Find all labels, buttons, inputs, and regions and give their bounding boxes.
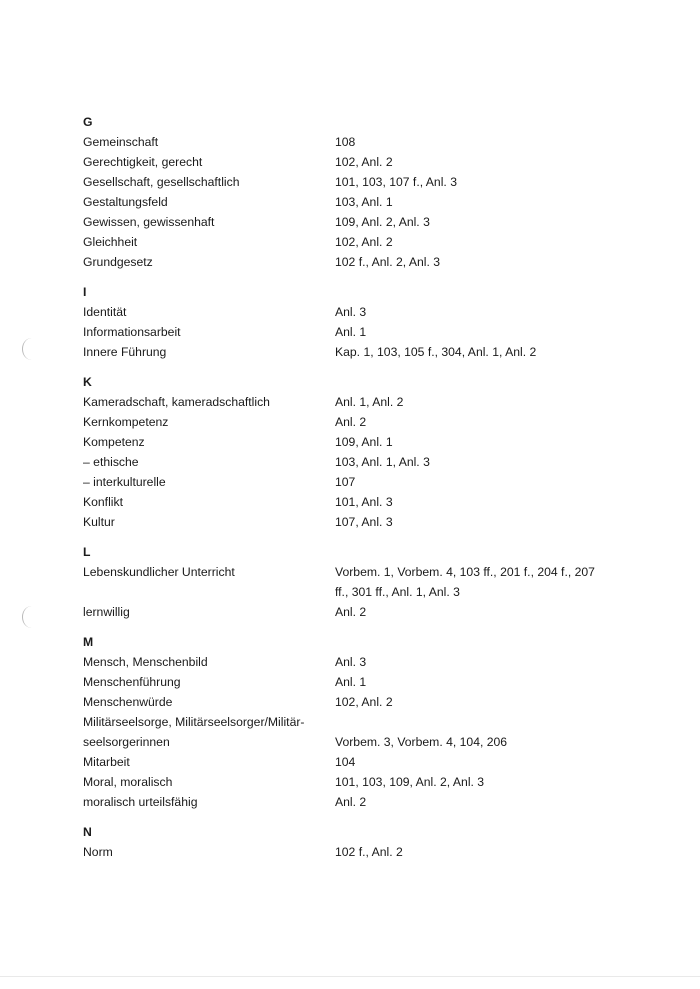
- index-term: – interkulturelle: [83, 475, 166, 489]
- index-refs: 109, Anl. 2, Anl. 3: [335, 215, 430, 229]
- index-entry: [0, 842, 700, 862]
- index-term: Mitarbeit: [83, 755, 130, 769]
- index-section: [0, 822, 700, 862]
- index-term: Kameradschaft, kameradschaftlich: [83, 395, 270, 409]
- index-term: Gewissen, gewissenhaft: [83, 215, 215, 229]
- index-refs: Anl. 3: [335, 655, 367, 669]
- index-refs: 102, Anl. 2: [335, 235, 393, 249]
- index-entry: [0, 672, 700, 692]
- index-refs: Vorbem. 1, Vorbem. 4, 103 ff., 201 f., 204 f., 207 ff., 301 ff., Anl. 1, Anl. 3: [335, 565, 595, 599]
- index-refs: Anl. 2: [335, 795, 367, 809]
- index-term: Lebenskundlicher Unterricht: [83, 565, 235, 579]
- section-letter: G: [83, 115, 93, 129]
- section-letter: L: [83, 545, 91, 559]
- index-refs: 104: [335, 755, 356, 769]
- section-letter: I: [83, 285, 87, 299]
- punch-hole-shadow: [22, 338, 41, 360]
- index-term: Militärseelsorge, Militärseelsorger/Militär- seelsorgerinnen: [83, 715, 305, 749]
- index-term: Mensch, Menschenbild: [83, 655, 208, 669]
- index-entry: [0, 652, 700, 672]
- index-entry: [0, 452, 700, 472]
- index-entry: [0, 152, 700, 172]
- index-term: Gemeinschaft: [83, 135, 159, 149]
- index-term: Norm: [83, 845, 113, 859]
- index-term: lernwillig: [83, 605, 130, 619]
- index-refs: 103, Anl. 1, Anl. 3: [335, 455, 430, 469]
- index-term: Grundgesetz: [83, 255, 153, 269]
- index-entry: [0, 432, 700, 452]
- index-refs: 108: [335, 135, 356, 149]
- index-refs: 101, Anl. 3: [335, 495, 393, 509]
- section-letter: N: [83, 825, 92, 839]
- index-entry: [0, 412, 700, 432]
- index-section: [0, 372, 700, 532]
- index-entry: [0, 252, 700, 272]
- index-refs: 102 f., Anl. 2: [335, 845, 403, 859]
- index-refs: 102, Anl. 2: [335, 695, 393, 709]
- index-refs: 101, 103, 107 f., Anl. 3: [335, 175, 457, 189]
- index-section: [0, 282, 700, 362]
- index-refs: Anl. 1: [335, 675, 367, 689]
- index-entry: [0, 212, 700, 232]
- index-refs: 103, Anl. 1: [335, 195, 393, 209]
- index-term: Kompetenz: [83, 435, 145, 449]
- index-refs: Anl. 1: [335, 325, 367, 339]
- index-entry: [0, 692, 700, 712]
- index-entry: [0, 512, 700, 532]
- index-term: Innere Führung: [83, 345, 167, 359]
- index-term: moralisch urteilsfähig: [83, 795, 198, 809]
- index-term: Kernkompetenz: [83, 415, 169, 429]
- index-entry: [0, 192, 700, 212]
- index-refs: 107, Anl. 3: [335, 515, 393, 529]
- index-term: Gesellschaft, gesellschaftlich: [83, 175, 240, 189]
- index-entry: [0, 712, 700, 752]
- index-entry: [0, 172, 700, 192]
- index-refs: 102, Anl. 2: [335, 155, 393, 169]
- index-entry: [0, 562, 700, 602]
- index-term: Konflikt: [83, 495, 123, 509]
- index-entry: [0, 472, 700, 492]
- index-term: Informationsarbeit: [83, 325, 181, 339]
- index-entry: [0, 772, 700, 792]
- index-entry: [0, 302, 700, 322]
- index-refs: Anl. 1, Anl. 2: [335, 395, 404, 409]
- index-entry: [0, 322, 700, 342]
- index-refs: Kap. 1, 103, 105 f., 304, Anl. 1, Anl. 2: [335, 345, 537, 359]
- index-entry: [0, 232, 700, 252]
- scan-edge: [0, 976, 700, 977]
- index-refs: 109, Anl. 1: [335, 435, 393, 449]
- index-section: [0, 112, 700, 272]
- index-term: Gestaltungsfeld: [83, 195, 168, 209]
- section-letter: M: [83, 635, 94, 649]
- index-entry: [0, 602, 700, 622]
- index-term: Moral, moralisch: [83, 775, 173, 789]
- section-letter: K: [83, 375, 92, 389]
- index-section: [0, 542, 700, 622]
- index-entry: [0, 132, 700, 152]
- index-term: Kultur: [83, 515, 115, 529]
- index-refs: Anl. 3: [335, 305, 367, 319]
- index-term: Identität: [83, 305, 127, 319]
- index-entry: [0, 752, 700, 772]
- index-term: Gleichheit: [83, 235, 138, 249]
- punch-hole-shadow: [22, 606, 41, 628]
- index-term: – ethische: [83, 455, 139, 469]
- index-entry: [0, 392, 700, 412]
- index-refs: Vorbem. 3, Vorbem. 4, 104, 206: [335, 735, 508, 749]
- index-term: Menschenwürde: [83, 695, 173, 709]
- index-section: [0, 632, 700, 812]
- index-refs: Anl. 2: [335, 605, 367, 619]
- index-entry: [0, 492, 700, 512]
- index-entry: [0, 792, 700, 812]
- index-term: Menschenführung: [83, 675, 181, 689]
- index-refs: 101, 103, 109, Anl. 2, Anl. 3: [335, 775, 485, 789]
- index-refs: 107: [335, 475, 356, 489]
- index-refs: Anl. 2: [335, 415, 367, 429]
- index-term: Gerechtigkeit, gerecht: [83, 155, 203, 169]
- index-refs: 102 f., Anl. 2, Anl. 3: [335, 255, 441, 269]
- index-entry: [0, 342, 700, 362]
- index-list: [0, 112, 700, 862]
